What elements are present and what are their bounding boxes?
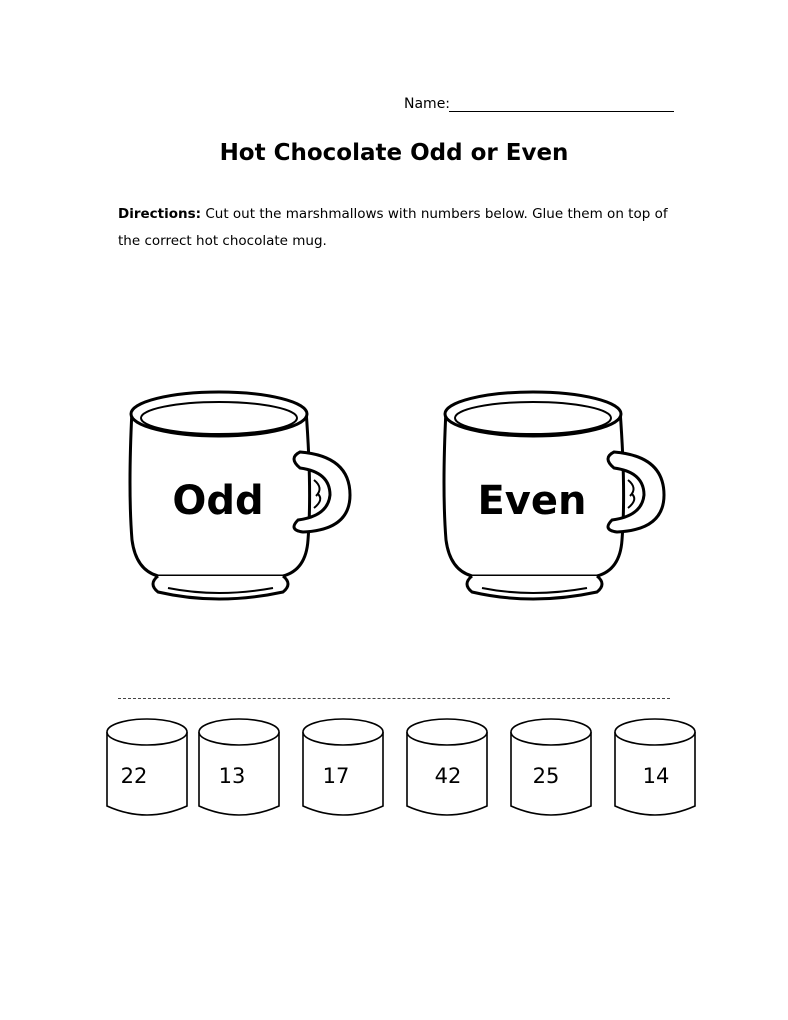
marshmallow-number: 22 (120, 764, 148, 788)
directions-text: Cut out the marshmallows with numbers below. Glue them on top of the correct hot chocolate mug. (118, 206, 668, 249)
directions-label: Directions: (118, 206, 202, 222)
marshmallow-number: 13 (218, 764, 246, 788)
marshmallow-number: 25 (532, 764, 560, 788)
marshmallow-row (100, 716, 700, 826)
marshmallow-number: 14 (642, 764, 670, 788)
even-label: Even (477, 478, 587, 524)
odd-label: Odd (172, 478, 264, 524)
name-field[interactable] (404, 94, 674, 116)
even-mug (432, 380, 672, 610)
cut-line (118, 698, 670, 699)
marshmallow-card[interactable] (404, 716, 490, 824)
marshmallow-card[interactable] (196, 716, 282, 824)
directions (118, 201, 688, 255)
marshmallow-card[interactable] (300, 716, 386, 824)
odd-mug (118, 380, 358, 610)
name-label: Name: (404, 96, 451, 112)
marshmallow-card[interactable] (508, 716, 594, 824)
marshmallow-card[interactable] (612, 716, 698, 824)
marshmallow-number: 17 (322, 764, 350, 788)
marshmallow-card[interactable] (104, 716, 190, 824)
name-underline[interactable] (449, 111, 674, 112)
worksheet-title: Hot Chocolate Odd or Even (219, 140, 569, 166)
marshmallow-number: 42 (434, 764, 462, 788)
